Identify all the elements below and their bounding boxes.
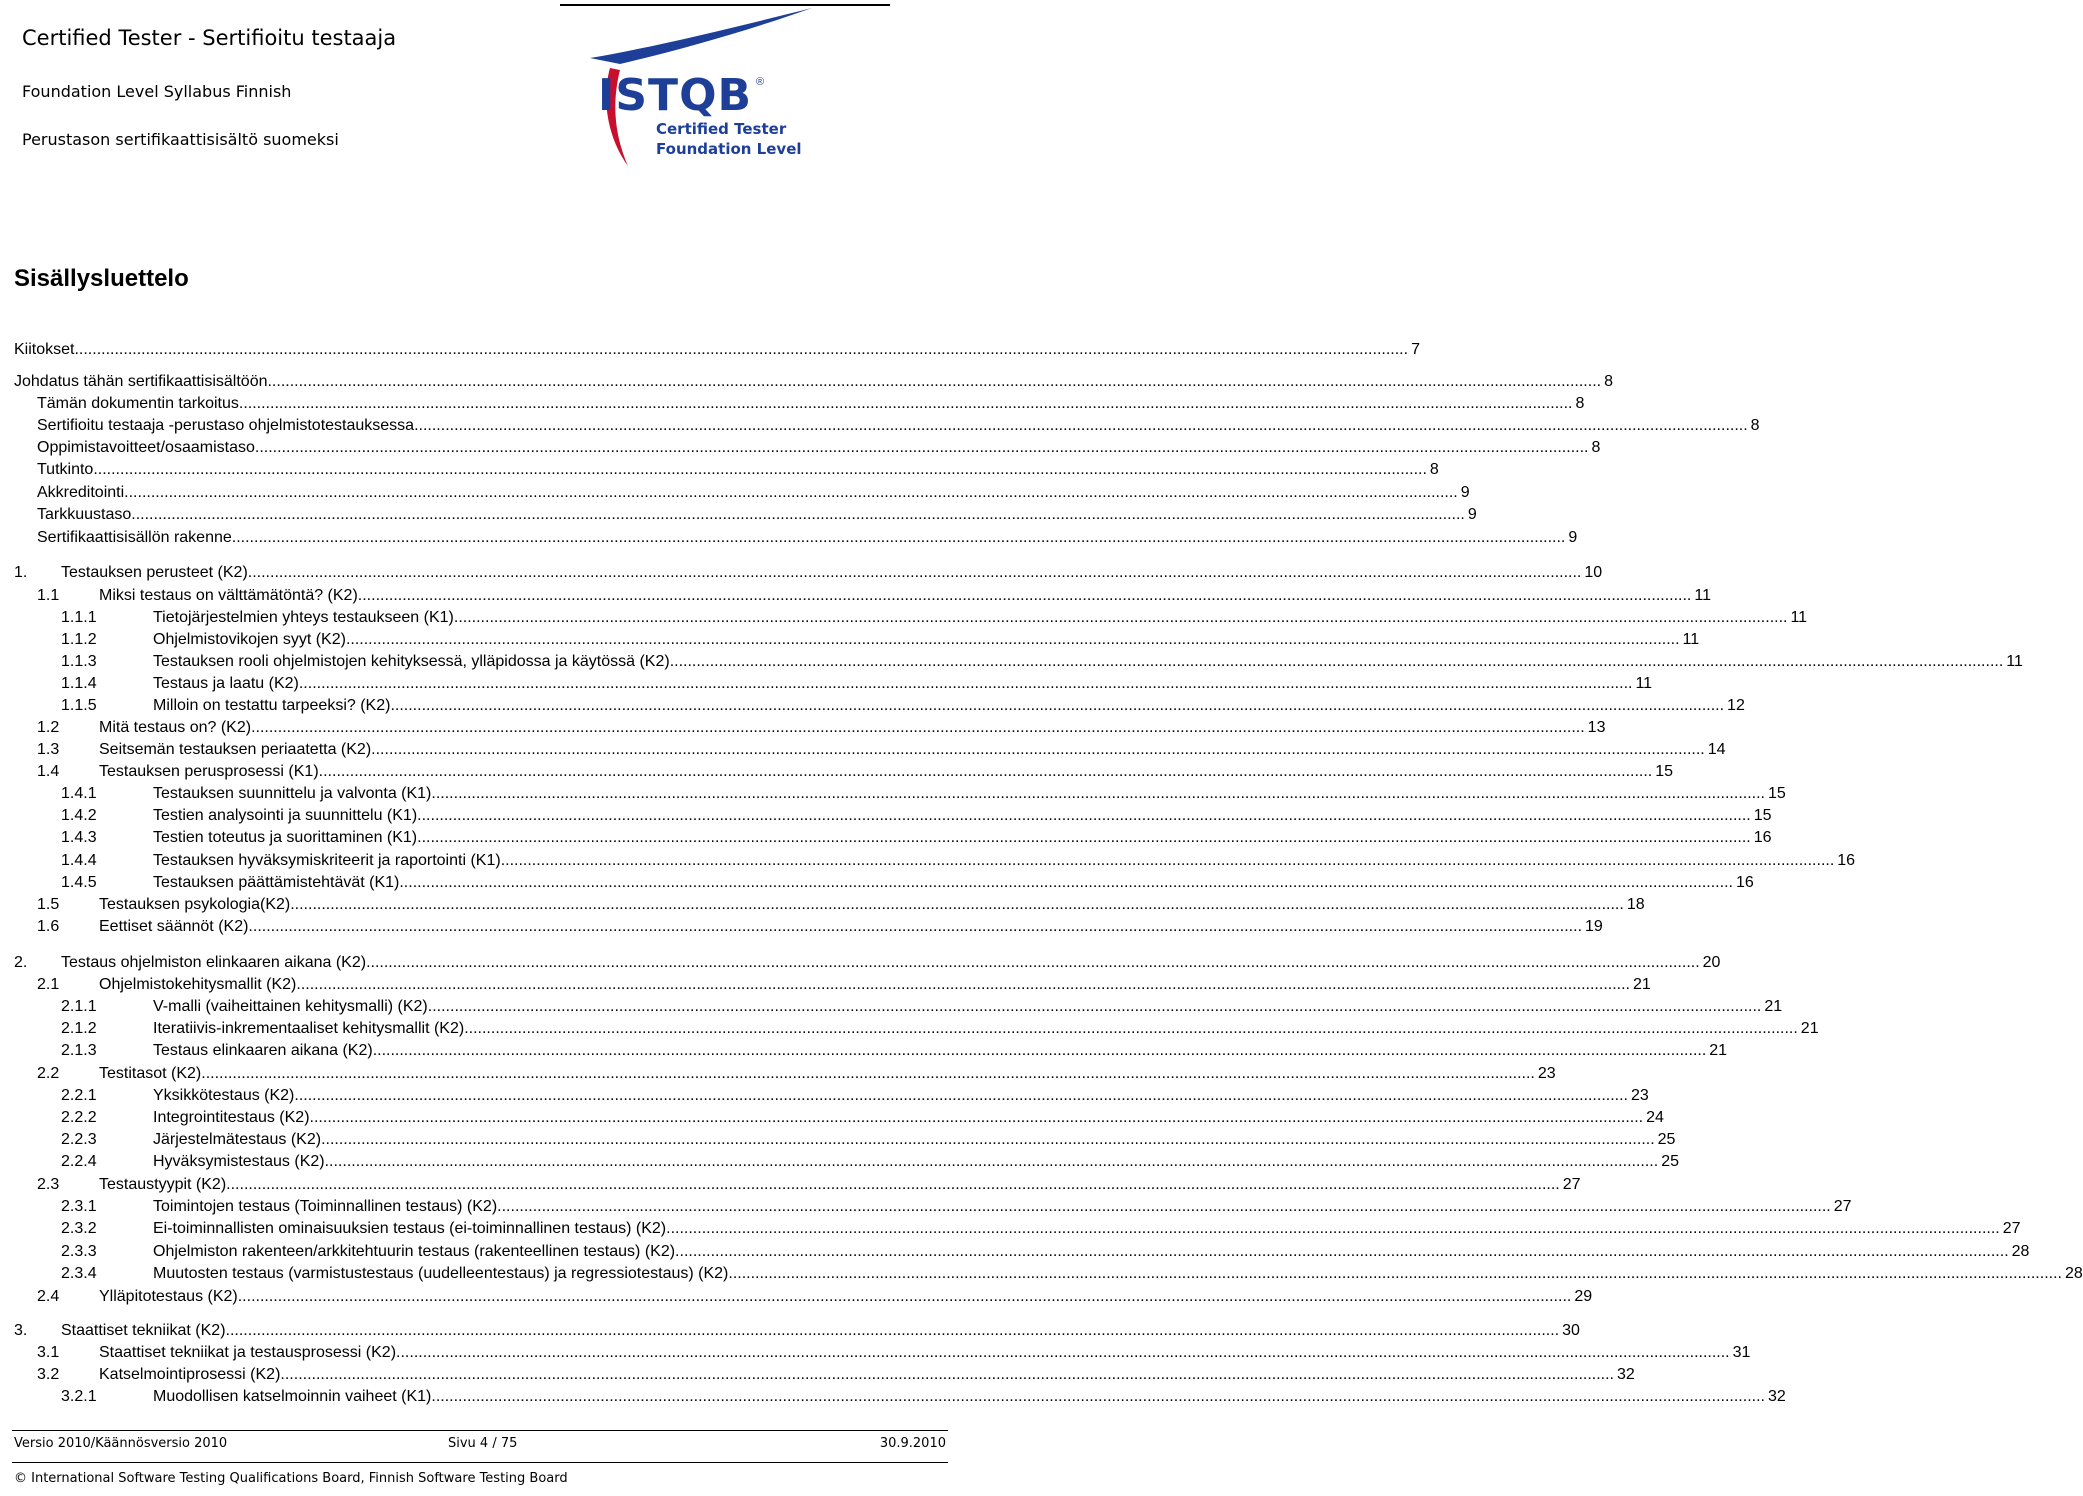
toc-entry-page: 28 xyxy=(2064,1265,2083,1282)
toc-entry-number: 2.3.4 xyxy=(61,1265,97,1282)
toc-entry-page: 14 xyxy=(1707,741,1726,758)
toc-leader-dots: ............................................................................................................................................................................................................................................................................................................ xyxy=(231,529,1566,546)
toc-entry-number: 2.2 xyxy=(37,1065,60,1082)
toc-leader-dots: ............................................................................................................................................................................................................................................................................................................ xyxy=(321,1131,1655,1148)
toc-entry-number: 1.1.2 xyxy=(61,631,97,648)
toc-entry[interactable] xyxy=(0,652,2023,672)
toc-entry-number: 2.1 xyxy=(37,976,60,993)
toc-entry-page: 23 xyxy=(1630,1087,1649,1104)
toc-entry[interactable] xyxy=(0,851,1856,871)
toc-entry-label: Testaustyypit (K2) xyxy=(99,1176,227,1193)
toc-entry-page: 21 xyxy=(1709,1042,1728,1059)
toc-entry-label: Oppimistavoitteet/osaamistaso xyxy=(37,439,255,456)
toc-entry-page: 8 xyxy=(1429,461,1439,478)
toc-entry-number: 1.1.1 xyxy=(61,609,97,626)
toc-entry-page: 15 xyxy=(1655,763,1674,780)
logo-registered-mark: ® xyxy=(756,76,765,88)
toc-entry[interactable] xyxy=(0,1086,1649,1106)
toc-entry-number: 2.2.1 xyxy=(61,1087,97,1104)
toc-entry-page: 28 xyxy=(2011,1243,2030,1260)
toc-entry[interactable] xyxy=(0,1365,1635,1385)
toc-entry-page: 8 xyxy=(1591,439,1601,456)
toc-entry-number: 1. xyxy=(14,564,28,581)
toc-leader-dots: ............................................................................................................................................................................................................................................................................................................ xyxy=(427,998,1762,1015)
toc-leader-dots: ............................................................................................................................................................................................................................................................................................................ xyxy=(296,976,1630,993)
toc-entry-label: V-malli (vaiheittainen kehitysmalli) (K2) xyxy=(153,998,428,1015)
toc-entry-page: 32 xyxy=(1767,1388,1786,1405)
toc-entry-page: 11 xyxy=(1694,587,1711,604)
toc-entry-page: 13 xyxy=(1587,719,1606,736)
toc-entry-number: 3. xyxy=(14,1322,28,1339)
toc-entry-label: Tämän dokumentin tarkoitus xyxy=(37,395,239,412)
toc-leader-dots: ............................................................................................................................................................................................................................................................................................................ xyxy=(247,564,1582,581)
toc-heading: Sisällysluettelo xyxy=(14,265,189,292)
toc-entry-number: 1.4.3 xyxy=(61,829,97,846)
toc-entry-label: Testitasot (K2) xyxy=(99,1065,202,1082)
toc-entry-number: 1.4.1 xyxy=(61,785,97,802)
toc-leader-dots: ............................................................................................................................................................................................................................................................................................................ xyxy=(254,439,1589,456)
toc-entry[interactable] xyxy=(0,1064,1556,1084)
toc-entry-label: Yksikkötestaus (K2) xyxy=(153,1087,295,1104)
toc-entry-label: Johdatus tähän sertifikaattisisältöön xyxy=(14,373,268,390)
logo-line-foundation-level: Foundation Level xyxy=(656,140,802,158)
toc-entry[interactable] xyxy=(0,917,1603,937)
toc-entry-page: 32 xyxy=(1617,1366,1635,1383)
toc-entry[interactable] xyxy=(0,340,1420,360)
toc-leader-dots: ............................................................................................................................................................................................................................................................................................................ xyxy=(453,609,1788,626)
toc-leader-dots: ............................................................................................................................................................................................................................................................................................................ xyxy=(728,1265,2062,1282)
toc-leader-dots: ............................................................................................................................................................................................................................................................................................................ xyxy=(124,484,1458,501)
footer-page-number: Sivu 4 / 75 xyxy=(448,1436,518,1451)
header-subtitle-finnish: Perustason sertifikaattisisältö suomeksi xyxy=(22,130,339,149)
toc-leader-dots: ............................................................................................................................................................................................................................................................................................................ xyxy=(324,1153,1659,1170)
toc-entry[interactable] xyxy=(0,1019,1819,1039)
toc-entry-number: 2.3 xyxy=(37,1176,60,1193)
toc-entry[interactable] xyxy=(0,718,1606,738)
toc-entry[interactable] xyxy=(0,1387,1786,1407)
toc-entry[interactable] xyxy=(0,1108,1664,1128)
toc-entry-page: 15 xyxy=(1767,785,1786,802)
toc-entry-label: Testien toteutus ja suorittaminen (K1) xyxy=(153,829,418,846)
toc-entry-number: 1.4.2 xyxy=(61,807,97,824)
toc-leader-dots: ............................................................................................................................................................................................................................................................................................................ xyxy=(357,587,1692,604)
toc-leader-dots: ............................................................................................................................................................................................................................................................................................................ xyxy=(298,675,1633,692)
toc-entry-label: Sertifioitu testaaja -perustaso ohjelmistotestauksessa xyxy=(37,417,415,434)
toc-leader-dots: ............................................................................................................................................................................................................................................................................................................ xyxy=(237,1288,1572,1305)
toc-entry-label: Tutkinto xyxy=(37,461,94,478)
toc-entry[interactable] xyxy=(0,483,1470,503)
toc-entry[interactable] xyxy=(0,762,1674,782)
toc-leader-dots: ............................................................................................................................................................................................................................................................................................................ xyxy=(497,1198,1831,1215)
toc-entry-page: 15 xyxy=(1753,807,1772,824)
toc-entry-number: 2.1.2 xyxy=(61,1020,97,1037)
toc-entry-number: 1.1.4 xyxy=(61,675,97,692)
toc-entry[interactable] xyxy=(0,1287,1593,1307)
toc-entry-page: 30 xyxy=(1562,1322,1580,1339)
toc-entry-page: 11 xyxy=(1790,609,1808,626)
toc-leader-dots: ............................................................................................................................................................................................................................................................................................................ xyxy=(372,1042,1707,1059)
toc-entry-label: Testauksen suunnittelu ja valvonta (K1) xyxy=(153,785,432,802)
toc-entry-page: 9 xyxy=(1460,484,1470,501)
header-title: Certified Tester - Sertifioitu testaaja xyxy=(22,26,397,50)
toc-entry-number: 2.2.4 xyxy=(61,1153,97,1170)
toc-entry-label: Testien analysointi ja suunnittelu (K1) xyxy=(153,807,418,824)
footer-version: Versio 2010/Käännösversio 2010 xyxy=(14,1436,228,1451)
toc-leader-dots: ............................................................................................................................................................................................................................................................................................................ xyxy=(414,417,1748,434)
toc-entry-number: 2. xyxy=(14,954,28,971)
toc-entry-page: 10 xyxy=(1584,564,1603,581)
toc-entry-label: Staattiset tekniikat (K2) xyxy=(61,1322,226,1339)
toc-entry-label: Muutosten testaus (varmistustestaus (uudelleentestaus) ja regressiotestaus) (K2) xyxy=(153,1265,729,1282)
toc-leader-dots: ............................................................................................................................................................................................................................................................................................................ xyxy=(431,1388,1765,1405)
toc-leader-dots: ............................................................................................................................................................................................................................................................................................................ xyxy=(371,741,1705,758)
toc-entry-page: 11 xyxy=(1635,675,1653,692)
toc-leader-dots: ............................................................................................................................................................................................................................................................................................................ xyxy=(396,1344,1730,1361)
toc-leader-dots: ............................................................................................................................................................................................................................................................................................................ xyxy=(345,631,1680,648)
toc-entry-page: 18 xyxy=(1626,896,1645,913)
toc-entry-label: Kiitokset xyxy=(14,341,75,358)
toc-entry-label: Testaus elinkaaren aikana (K2) xyxy=(153,1042,373,1059)
toc-entry-page: 25 xyxy=(1657,1131,1676,1148)
toc-entry-label: Testauksen perusprosessi (K1) xyxy=(99,763,319,780)
footer-date: 30.9.2010 xyxy=(879,1436,946,1451)
toc-entry-label: Miksi testaus on välttämätöntä? (K2) xyxy=(99,587,358,604)
toc-entry[interactable] xyxy=(0,394,1585,414)
toc-entry-page: 9 xyxy=(1568,529,1578,546)
toc-entry-label: Katselmointiprosessi (K2) xyxy=(99,1366,281,1383)
toc-entry-page: 7 xyxy=(1411,341,1420,358)
toc-leader-dots: ............................................................................................................................................................................................................................................................................................................ xyxy=(666,1220,2000,1237)
toc-entry[interactable] xyxy=(0,696,1745,716)
toc-entry-number: 1.6 xyxy=(37,918,60,935)
toc-leader-dots: ............................................................................................................................................................................................................................................................................................................ xyxy=(399,874,1733,891)
toc-entry-number: 1.1.3 xyxy=(61,653,97,670)
toc-leader-dots: ............................................................................................................................................................................................................................................................................................................ xyxy=(280,1366,1614,1383)
toc-entry-label: Staattiset tekniikat ja testausprosessi (K2) xyxy=(99,1344,397,1361)
toc-entry-label: Akkreditointi xyxy=(37,484,125,501)
toc-leader-dots: ............................................................................................................................................................................................................................................................................................................ xyxy=(238,395,1573,412)
toc-entry-number: 1.5 xyxy=(37,896,60,913)
toc-leader-dots: ............................................................................................................................................................................................................................................................................................................ xyxy=(390,697,1725,714)
toc-entry-page: 20 xyxy=(1702,954,1721,971)
toc-leader-dots: ............................................................................................................................................................................................................................................................................................................ xyxy=(294,1087,1628,1104)
toc-leader-dots: ............................................................................................................................................................................................................................................................................................................ xyxy=(226,1176,1560,1193)
toc-entry[interactable] xyxy=(0,1219,2021,1239)
toc-leader-dots: ............................................................................................................................................................................................................................................................................................................ xyxy=(290,896,1624,913)
toc-entry-page: 21 xyxy=(1800,1020,1819,1037)
toc-entry-page: 12 xyxy=(1727,697,1745,714)
toc-entry-label: Integrointitestaus (K2) xyxy=(153,1109,310,1126)
toc-entry-page: 8 xyxy=(1750,417,1760,434)
logo-wordmark: ISTQB xyxy=(598,70,753,121)
toc-entry-number: 2.1.3 xyxy=(61,1042,97,1059)
toc-entry-page: 8 xyxy=(1575,395,1585,412)
toc-entry-page: 23 xyxy=(1537,1065,1556,1082)
toc-entry[interactable] xyxy=(0,416,1760,436)
toc-leader-dots: ............................................................................................................................................................................................................................................................................................................ xyxy=(74,341,1409,358)
toc-entry-number: 2.3.3 xyxy=(61,1243,97,1260)
toc-entry-page: 21 xyxy=(1764,998,1783,1015)
toc-entry-label: Ohjelmistovikojen syyt (K2) xyxy=(153,631,346,648)
toc-entry-number: 1.1 xyxy=(37,587,60,604)
toc-leader-dots: ............................................................................................................................................................................................................................................................................................................ xyxy=(431,785,1765,802)
toc-entry-label: Iteratiivis-inkrementaaliset kehitysmallit (K2) xyxy=(153,1020,465,1037)
toc-entry[interactable] xyxy=(0,460,1439,480)
toc-leader-dots: ............................................................................................................................................................................................................................................................................................................ xyxy=(500,852,1835,869)
toc-entry-label: Mitä testaus on? (K2) xyxy=(99,719,252,736)
toc-entry-label: Muodollisen katselmoinnin vaiheet (K1) xyxy=(153,1388,432,1405)
toc-entry[interactable] xyxy=(0,873,1754,893)
toc-entry-page: 11 xyxy=(1682,631,1700,648)
toc-entry[interactable] xyxy=(0,784,1786,804)
toc-entry-label: Ohjelmiston rakenteen/arkkitehtuurin testaus (rakenteellinen testaus) (K2) xyxy=(153,1243,676,1260)
toc-entry-label: Testaus ohjelmiston elinkaaren aikana (K2) xyxy=(61,954,367,971)
toc-entry-label: Toimintojen testaus (Toiminnallinen testaus) (K2) xyxy=(153,1198,498,1215)
toc-entry-number: 1.1.5 xyxy=(61,697,97,714)
toc-leader-dots: ............................................................................................................................................................................................................................................................................................................ xyxy=(309,1109,1644,1126)
toc-leader-dots: ............................................................................................................................................................................................................................................................................................................ xyxy=(675,1243,2009,1260)
toc-entry-number: 1.2 xyxy=(37,719,60,736)
toc-entry[interactable] xyxy=(0,1264,2083,1284)
toc-entry[interactable] xyxy=(0,608,1808,628)
toc-entry[interactable] xyxy=(0,1242,2030,1262)
toc-leader-dots: ............................................................................................................................................................................................................................................................................................................ xyxy=(669,653,2004,670)
toc-entry[interactable] xyxy=(0,1152,1679,1172)
toc-entry-page: 16 xyxy=(1735,874,1754,891)
header-subtitle-english: Foundation Level Syllabus Finnish xyxy=(22,82,292,101)
toc-entry-number: 2.2.3 xyxy=(61,1131,97,1148)
toc-entry-number: 3.2.1 xyxy=(61,1388,97,1405)
toc-entry-label: Testauksen rooli ohjelmistojen kehityksessä, ylläpidossa ja käytössä (K2) xyxy=(153,653,670,670)
toc-entry-page: 24 xyxy=(1646,1109,1664,1126)
toc-entry-label: Eettiset säännöt (K2) xyxy=(99,918,249,935)
toc-entry[interactable] xyxy=(0,740,1726,760)
toc-entry[interactable] xyxy=(0,997,1783,1017)
toc-entry-label: Tietojärjestelmien yhteys testaukseen (K1) xyxy=(153,609,454,626)
toc-entry[interactable] xyxy=(0,895,1645,915)
toc-entry[interactable] xyxy=(0,1321,1580,1341)
toc-leader-dots: ............................................................................................................................................................................................................................................................................................................ xyxy=(251,719,1585,736)
toc-leader-dots: ............................................................................................................................................................................................................................................................................................................ xyxy=(417,829,1751,846)
toc-entry[interactable] xyxy=(0,563,1603,583)
toc-entry-label: Sertifikaattisisällön rakenne xyxy=(37,529,232,546)
toc-leader-dots: ............................................................................................................................................................................................................................................................................................................ xyxy=(225,1322,1560,1339)
toc-entry-number: 2.3.1 xyxy=(61,1198,97,1215)
toc-entry-label: Ohjelmistokehitysmallit (K2) xyxy=(99,976,297,993)
toc-leader-dots: ............................................................................................................................................................................................................................................................................................................ xyxy=(417,807,1751,824)
toc-entry[interactable] xyxy=(0,975,1651,995)
toc-entry[interactable] xyxy=(0,505,1477,525)
toc-entry-label: Tarkkuustaso xyxy=(37,506,132,523)
toc-entry-page: 9 xyxy=(1467,506,1477,523)
toc-entry-number: 1.4 xyxy=(37,763,60,780)
toc-entry-number: 3.1 xyxy=(37,1344,60,1361)
toc-entry-number: 2.3.2 xyxy=(61,1220,97,1237)
toc-leader-dots: ............................................................................................................................................................................................................................................................................................................ xyxy=(318,763,1653,780)
toc-entry[interactable] xyxy=(0,953,1721,973)
toc-entry[interactable] xyxy=(0,586,1711,606)
footer-rule-middle xyxy=(12,1462,948,1463)
toc-entry[interactable] xyxy=(0,372,1613,392)
toc-leader-dots: ............................................................................................................................................................................................................................................................................................................ xyxy=(248,918,1583,935)
toc-entry-page: 25 xyxy=(1661,1153,1679,1170)
toc-entry[interactable] xyxy=(0,1130,1676,1150)
toc-entry-page: 16 xyxy=(1753,829,1772,846)
toc-leader-dots: ............................................................................................................................................................................................................................................................................................................ xyxy=(464,1020,1798,1037)
toc-entry[interactable] xyxy=(0,438,1601,458)
toc-entry-page: 27 xyxy=(1562,1176,1581,1193)
toc-entry-page: 19 xyxy=(1585,918,1603,935)
toc-entry-number: 1.4.4 xyxy=(61,852,97,869)
toc-entry[interactable] xyxy=(0,1197,1852,1217)
toc-entry-label: Järjestelmätestaus (K2) xyxy=(153,1131,322,1148)
footer-rule-top xyxy=(12,1430,948,1431)
toc-entry-page: 21 xyxy=(1632,976,1651,993)
toc-entry-label: Seitsemän testauksen periaatetta (K2) xyxy=(99,741,372,758)
toc-entry-label: Testauksen perusteet (K2) xyxy=(61,564,248,581)
toc-entry[interactable] xyxy=(0,1343,1751,1363)
toc-entry-page: 27 xyxy=(1833,1198,1852,1215)
toc-entry-number: 3.2 xyxy=(37,1366,60,1383)
toc-entry[interactable] xyxy=(0,828,1772,848)
toc-leader-dots: ............................................................................................................................................................................................................................................................................................................ xyxy=(131,506,1465,523)
toc-entry[interactable] xyxy=(0,1041,1728,1061)
toc-entry-number: 2.2.2 xyxy=(61,1109,97,1126)
toc-leader-dots: ............................................................................................................................................................................................................................................................................................................ xyxy=(201,1065,1535,1082)
toc-entry[interactable] xyxy=(0,674,1653,694)
toc-entry-number: 2.4 xyxy=(37,1288,60,1305)
toc-entry-label: Testauksen päättämistehtävät (K1) xyxy=(153,874,400,891)
toc-leader-dots: ............................................................................................................................................................................................................................................................................................................ xyxy=(366,954,1700,971)
toc-entry-label: Testaus ja laatu (K2) xyxy=(153,675,299,692)
toc-leader-dots: ............................................................................................................................................................................................................................................................................................................ xyxy=(93,461,1427,478)
toc-entry-page: 31 xyxy=(1732,1344,1751,1361)
logo-line-certified-tester: Certified Tester xyxy=(656,120,787,138)
toc-entry-number: 2.1.1 xyxy=(61,998,97,1015)
toc-entry-page: 16 xyxy=(1837,852,1856,869)
toc-entry-label: Ei-toiminnallisten ominaisuuksien testaus (ei-toiminnallinen testaus) (K2) xyxy=(153,1220,667,1237)
toc-entry-page: 11 xyxy=(2006,653,2023,670)
toc-entry-label: Testauksen psykologia(K2) xyxy=(99,896,291,913)
toc-entry-label: Testauksen hyväksymiskriteerit ja raportointi (K1) xyxy=(153,852,501,869)
toc-entry-number: 1.3 xyxy=(37,741,60,758)
toc-entry-label: Milloin on testattu tarpeeksi? (K2) xyxy=(153,697,391,714)
toc-entry-page: 8 xyxy=(1604,373,1613,390)
toc-leader-dots: ............................................................................................................................................................................................................................................................................................................ xyxy=(267,373,1602,390)
footer-copyright: © International Software Testing Qualifications Board, Finnish Software Testing Board xyxy=(14,1471,568,1486)
toc-entry-number: 1.4.5 xyxy=(61,874,97,891)
toc-entry-page: 27 xyxy=(2002,1220,2021,1237)
toc-entry-label: Hyväksymistestaus (K2) xyxy=(153,1153,325,1170)
toc-entry[interactable] xyxy=(0,1175,1581,1195)
toc-entry-page: 29 xyxy=(1574,1288,1593,1305)
toc-entry-label: Ylläpitotestaus (K2) xyxy=(99,1288,238,1305)
toc-entry[interactable] xyxy=(0,630,1700,650)
toc-entry[interactable] xyxy=(0,806,1772,826)
toc-entry[interactable] xyxy=(0,528,1578,548)
